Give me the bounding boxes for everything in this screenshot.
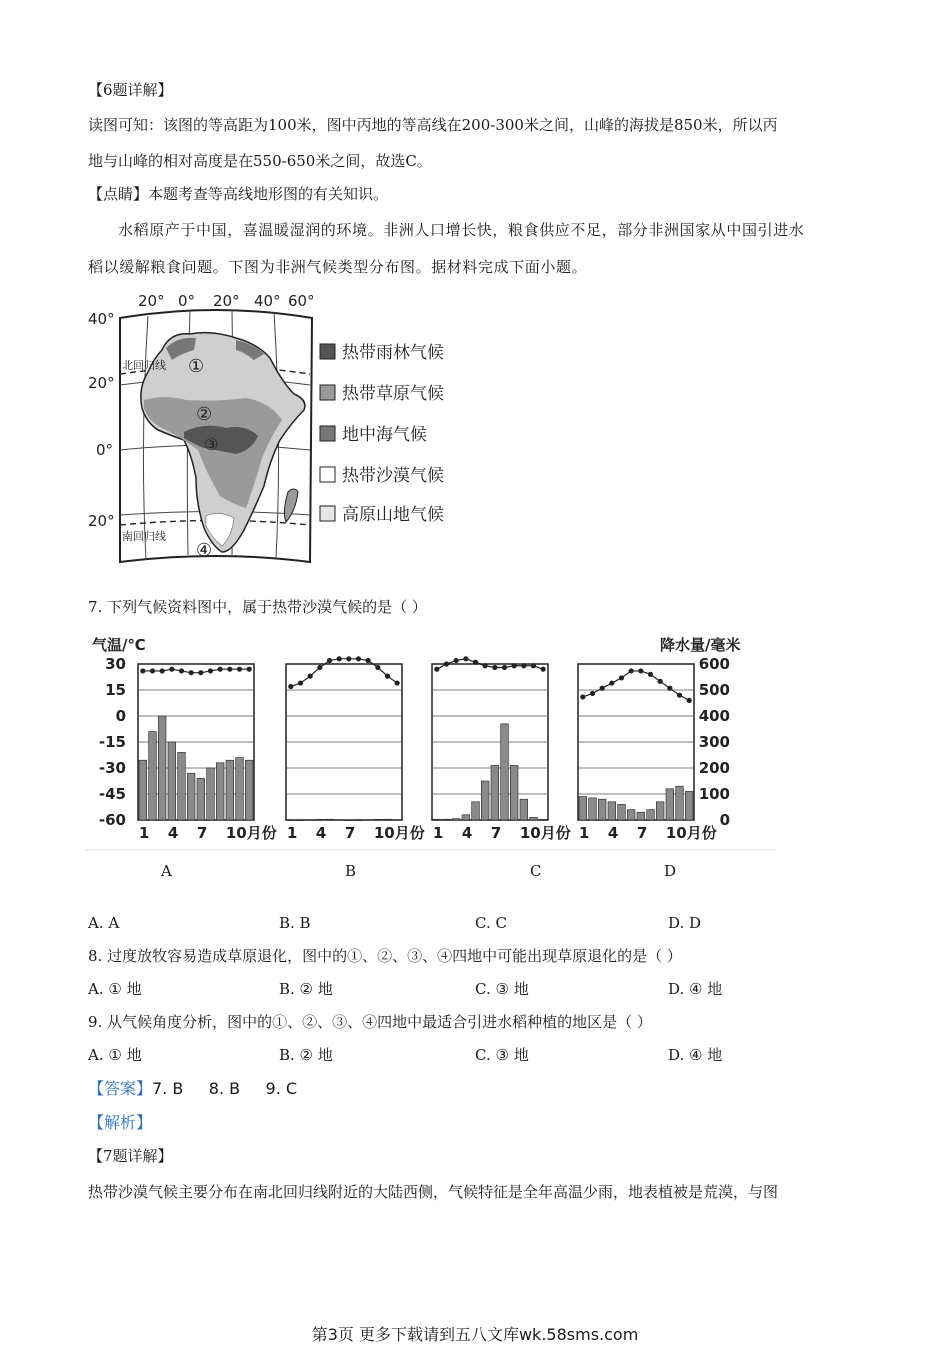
q7-detail-paragraph-1: 热带沙漠气候主要分布在南北回归线附近的大陆西侧，气候特征是全年高温少雨，地表植被是荒漠，与图 xyxy=(88,1183,779,1201)
map-top-label-60e: 60° xyxy=(288,292,315,310)
temperature-point xyxy=(227,667,232,672)
temperature-point xyxy=(609,680,614,685)
climate-charts xyxy=(86,628,776,853)
temperature-point xyxy=(473,660,478,665)
temperature-point xyxy=(658,679,663,684)
q8-option-d[interactable]: D. ④ 地 xyxy=(668,980,723,998)
precip-bar xyxy=(627,810,635,820)
temperature-point xyxy=(317,665,322,670)
temp-tick-label: -30 xyxy=(98,759,126,777)
precip-bar xyxy=(589,798,597,820)
q7-stem: 7. 下列气候资料图中，属于热带沙漠气候的是（ ） xyxy=(88,598,427,616)
q8-option-b[interactable]: B. ② 地 xyxy=(279,980,333,998)
climate-panel-d xyxy=(578,664,717,842)
precip-bar xyxy=(197,778,205,820)
precip-bar xyxy=(207,768,215,820)
marker-3: ③ xyxy=(204,435,219,454)
precip-bar xyxy=(676,786,684,820)
legend-swatch-highland xyxy=(320,506,335,521)
precip-bar xyxy=(384,819,392,820)
temperature-point xyxy=(531,663,536,668)
climate-panel-c xyxy=(432,656,571,842)
legend-label-highland: 高原山地气候 xyxy=(342,505,444,525)
x-tick-label: 1 xyxy=(432,824,444,842)
temperature-point xyxy=(356,656,361,661)
temp-tick-label: 15 xyxy=(105,681,126,699)
precip-bar xyxy=(510,765,518,820)
q6-header: 【6题详解】 xyxy=(88,81,173,99)
temperature-point xyxy=(288,684,293,689)
x-tick-label: 10月份 xyxy=(519,824,571,842)
map-left-label-20n: 20° xyxy=(88,374,115,392)
x-tick-label: 7 xyxy=(490,824,502,842)
intro-paragraph-2: 稻以缓解粮食问题。下图为非洲气候类型分布图。据材料完成下面小题。 xyxy=(88,258,588,276)
precip-bar xyxy=(355,820,363,821)
answer-text: 7. B 8. B 9. C xyxy=(152,1079,298,1098)
precip-bar xyxy=(178,752,186,820)
temp-tick-label: 0 xyxy=(115,707,126,725)
precip-bar xyxy=(326,819,334,820)
q9-option-c[interactable]: C. ③ 地 xyxy=(475,1046,529,1064)
answer-label: 【答案】 xyxy=(88,1079,153,1098)
left-axis-title: 气温/℃ xyxy=(92,636,146,654)
temperature-point xyxy=(208,668,213,673)
precip-bar xyxy=(345,820,353,821)
q7-option-b[interactable]: B. B xyxy=(279,914,311,932)
temperature-point xyxy=(463,656,468,661)
precip-bar xyxy=(501,724,509,820)
temperature-point xyxy=(375,665,380,670)
temp-tick-label: -45 xyxy=(98,785,126,803)
precip-bar xyxy=(316,819,324,820)
precip-bar xyxy=(608,802,616,820)
precip-bar xyxy=(306,820,314,821)
map-left-label-40n: 40° xyxy=(88,310,115,328)
legend-label-rainforest: 热带雨林气候 xyxy=(342,343,444,363)
precip-tick-label: 600 xyxy=(698,655,730,673)
q9-stem: 9. 从气候角度分析，图中的①、②、③、④四地中最适合引进水稻种植的地区是（ ） xyxy=(88,1013,652,1031)
temperature-point xyxy=(395,680,400,685)
temperature-point xyxy=(619,675,624,680)
precip-tick-label: 300 xyxy=(698,733,730,751)
legend-label-desert: 热带沙漠气候 xyxy=(342,466,444,486)
q7-option-a[interactable]: A. A xyxy=(88,914,120,932)
temperature-point xyxy=(385,674,390,679)
legend-swatch-savanna xyxy=(320,385,335,400)
precip-bar xyxy=(462,815,470,820)
temperature-point xyxy=(140,668,145,673)
precip-bar xyxy=(287,820,295,821)
africa-climate-map xyxy=(86,290,486,575)
precip-tick-label: 400 xyxy=(698,707,730,725)
precip-bar xyxy=(685,791,693,820)
precip-bar xyxy=(158,716,166,820)
temperature-point xyxy=(169,667,174,672)
map-left-label-20s: 20° xyxy=(88,512,115,530)
precip-tick-label: 100 xyxy=(698,785,730,803)
chart-caption-a: A xyxy=(161,862,172,880)
x-tick-label: 10月份 xyxy=(225,824,277,842)
page-footer: 第3页 更多下载请到五八文库wk.58sms.com xyxy=(311,1325,639,1344)
temperature-point xyxy=(198,670,203,675)
temperature-point xyxy=(160,668,165,673)
x-tick-label: 7 xyxy=(196,824,208,842)
temperature-point xyxy=(346,656,351,661)
precip-bar xyxy=(187,773,195,820)
precip-bar xyxy=(472,802,480,820)
map-top-label-40e: 40° xyxy=(254,292,281,310)
q6-paragraph-1: 读图可知：该图的等高距为100米，图中丙地的等高线在200-300米之间，山峰的海拔是850米，所以丙 xyxy=(88,116,778,134)
marker-4: ④ xyxy=(196,540,213,561)
x-tick-label: 4 xyxy=(607,824,619,842)
precip-bar xyxy=(530,817,538,820)
temperature-point xyxy=(590,691,595,696)
climate-panel-b xyxy=(286,656,425,842)
temperature-point xyxy=(298,680,303,685)
temperature-point xyxy=(434,667,439,672)
x-tick-label: 7 xyxy=(344,824,356,842)
legend-label-mediterranean: 地中海气候 xyxy=(342,425,427,445)
temperature-point xyxy=(337,656,342,661)
temperature-point xyxy=(521,663,526,668)
answer-line xyxy=(88,1078,870,1100)
legend-swatch-rainforest xyxy=(320,344,335,359)
temperature-point xyxy=(502,665,507,670)
q9-option-a[interactable]: A. ① 地 xyxy=(88,1046,142,1064)
legend-label-savanna: 热带草原气候 xyxy=(342,384,444,404)
temperature-point xyxy=(308,674,313,679)
temperature-point xyxy=(648,672,653,677)
q8-option-c[interactable]: C. ③ 地 xyxy=(475,980,529,998)
x-tick-label: 4 xyxy=(167,824,179,842)
precip-bar xyxy=(226,760,234,820)
x-tick-label: 10月份 xyxy=(373,824,425,842)
precip-bar xyxy=(168,742,176,820)
precip-tick-label: 0 xyxy=(719,811,730,829)
temperature-point xyxy=(366,658,371,663)
precip-bar xyxy=(245,760,253,820)
legend-swatch-desert xyxy=(320,467,335,482)
temperature-point xyxy=(580,694,585,699)
chart-caption-c: C xyxy=(530,862,542,880)
precip-bar xyxy=(335,820,343,821)
q7-option-c[interactable]: C. C xyxy=(475,914,507,932)
precip-bar xyxy=(491,765,499,820)
precip-tick-label: 200 xyxy=(698,759,730,777)
precip-tick-label: 500 xyxy=(698,681,730,699)
precip-bar xyxy=(216,763,224,820)
precip-bar xyxy=(443,819,451,820)
temperature-point xyxy=(512,663,517,668)
temperature-point xyxy=(218,667,223,672)
temperature-point xyxy=(483,663,488,668)
tropic-south-label: 南回归线 xyxy=(122,530,166,543)
x-tick-label: 1 xyxy=(286,824,298,842)
temperature-point xyxy=(667,686,672,691)
temperature-point xyxy=(492,665,497,670)
precip-bar xyxy=(364,820,372,821)
temperature-point xyxy=(444,661,449,666)
temperature-point xyxy=(541,667,546,672)
right-axis-title: 降水量/毫米 xyxy=(660,636,741,654)
q9-option-d[interactable]: D. ④ 地 xyxy=(668,1046,723,1064)
precip-bar xyxy=(149,732,157,820)
map-top-label-0: 0° xyxy=(178,292,196,310)
x-tick-label: 4 xyxy=(461,824,473,842)
x-tick-label: 7 xyxy=(636,824,648,842)
q8-option-a[interactable]: A. ① 地 xyxy=(88,980,142,998)
temperature-point xyxy=(237,667,242,672)
precip-bar xyxy=(297,820,305,821)
x-tick-label: 4 xyxy=(315,824,327,842)
x-tick-label: 10月份 xyxy=(665,824,717,842)
precip-bar xyxy=(236,758,244,820)
q7-detail-header: 【7题详解】 xyxy=(88,1147,173,1165)
marker-2: ② xyxy=(196,404,213,425)
precip-bar xyxy=(539,819,547,820)
intro-paragraph-1: 水稻原产于中国，喜温暖湿润的环境。非洲人口增长快，粮食供应不足，部分非洲国家从中国引进水 xyxy=(118,221,805,239)
temp-tick-label: 30 xyxy=(105,655,126,673)
q6-paragraph-2: 地与山峰的相对高度是在550-650米之间，故选C。 xyxy=(88,152,432,170)
precip-bar xyxy=(598,799,606,820)
temperature-point xyxy=(600,686,605,691)
precip-bar xyxy=(647,810,655,820)
precip-bar xyxy=(618,804,626,820)
q9-option-b[interactable]: B. ② 地 xyxy=(279,1046,333,1064)
precip-bar xyxy=(452,819,460,820)
legend-swatch-mediterranean xyxy=(320,426,335,441)
precip-bar xyxy=(393,820,401,821)
marker-1: ① xyxy=(188,356,205,377)
chart-caption-b: B xyxy=(345,862,357,880)
x-tick-label: 1 xyxy=(138,824,150,842)
map-left-label-0: 0° xyxy=(96,441,114,459)
precip-bar xyxy=(374,819,382,820)
precip-bar xyxy=(666,789,674,820)
precip-bar xyxy=(433,819,441,820)
temperature-point xyxy=(629,668,634,673)
x-tick-label: 1 xyxy=(578,824,590,842)
q7-option-d[interactable]: D. D xyxy=(668,914,702,932)
tropic-north-label: 北回归线 xyxy=(122,359,166,372)
q8-stem: 8. 过度放牧容易造成草原退化，图中的①、②、③、④四地中可能出现草原退化的是（ ） xyxy=(88,947,682,965)
analysis-label: 【解析】 xyxy=(88,1113,153,1132)
chart-caption-d: D xyxy=(664,862,677,880)
temp-tick-label: -60 xyxy=(98,811,126,829)
precip-bar xyxy=(579,797,587,820)
climate-panel-a xyxy=(138,664,277,842)
map-top-label-20w: 20° xyxy=(138,292,165,310)
precip-bar xyxy=(520,799,528,820)
precip-bar xyxy=(481,781,489,820)
map-top-label-20e: 20° xyxy=(213,292,240,310)
temperature-point xyxy=(150,668,155,673)
map-legend xyxy=(320,343,444,525)
temperature-point xyxy=(677,693,682,698)
temperature-point xyxy=(327,658,332,663)
q6-point: 【点睛】本题考查等高线地形图的有关知识。 xyxy=(88,185,389,203)
temperature-point xyxy=(179,668,184,673)
temperature-point xyxy=(687,698,692,703)
precip-bar xyxy=(139,760,147,820)
precip-bar xyxy=(637,812,645,820)
temperature-point xyxy=(454,658,459,663)
temperature-point xyxy=(247,667,252,672)
temperature-point xyxy=(638,668,643,673)
precip-bar xyxy=(656,802,664,820)
temperature-point xyxy=(189,670,194,675)
temp-tick-label: -15 xyxy=(98,733,126,751)
